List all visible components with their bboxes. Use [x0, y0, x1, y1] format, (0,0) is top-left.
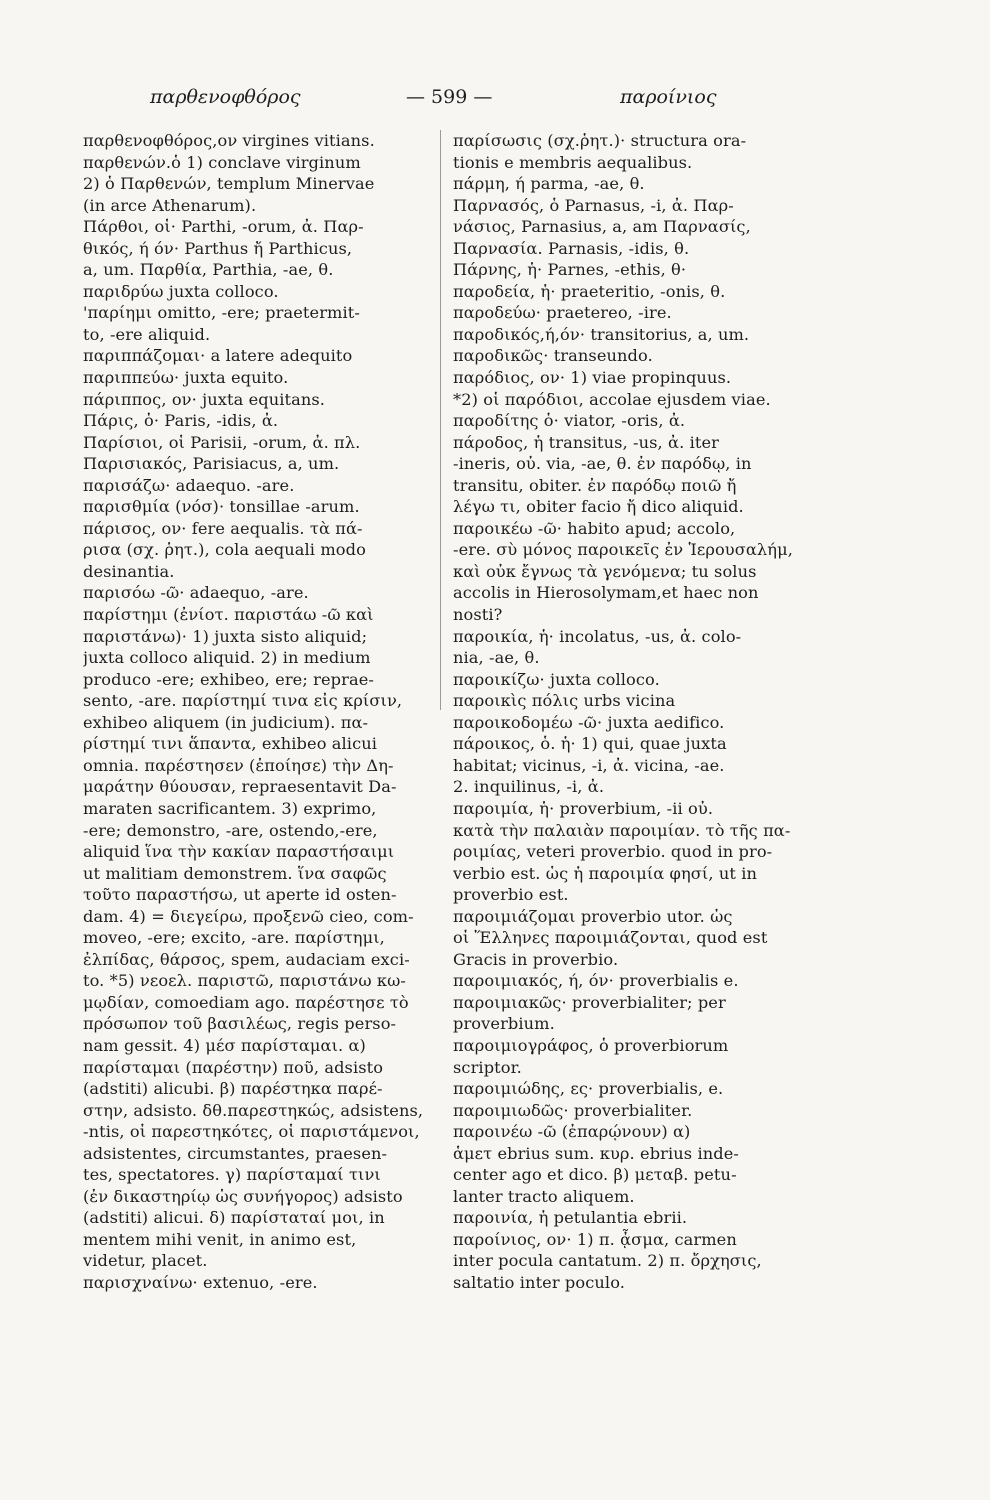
header-guide-word-right: παροίνιος: [620, 86, 717, 108]
entry-line: παροικίζω· juxta colloco.: [453, 669, 660, 689]
entry-line: exhibeo aliquem (in judicium). πα-: [83, 712, 369, 732]
entry-line: proverbio est.: [453, 885, 569, 905]
header-guide-word-left: παρθενοφθόρος: [150, 86, 301, 108]
entry-line: lanter tracto aliquem.: [453, 1186, 635, 1206]
entry-line: maraten sacrificantem. 3) exprimo,: [83, 798, 377, 818]
entry-line: (in arce Athenarum).: [83, 195, 257, 215]
entry-line: λέγω τι, obiter facio ἤ dico aliquid.: [453, 497, 744, 517]
entry-line: transitu, obiter. ἐν παρόδῳ ποιῶ ἤ: [453, 475, 737, 495]
entry-line: 2. inquilinus, -i, ἀ.: [453, 777, 605, 797]
entry-line: παροιμιάζομαι proverbio utor. ὡς: [453, 906, 733, 926]
entry-line: παροιμιώδης, ες· proverbialis, e.: [453, 1079, 724, 1099]
entry-line: κατὰ τὴν παλαιὰν παροιμίαν. τὸ τῆς πα-: [453, 820, 791, 840]
entry-line: (ἐν δικαστηρίῳ ὡς συνήγορος) adsisto: [83, 1186, 403, 1206]
entry-line: παριδρύω juxta colloco.: [83, 281, 279, 301]
entry-line: center ago et dico. β) μεταβ. petu-: [453, 1165, 737, 1185]
entry-line: aliquid ἵνα τὴν κακίαν παραστήσαιμι: [83, 842, 395, 862]
entry-line: παριππάζομαι· a latere adequito: [83, 346, 353, 366]
entry-line: παροδεία, ἡ· praeteritio, -onis, θ.: [453, 281, 726, 301]
entry-line: omnia. παρέστησεν (ἐποίησε) τὴν Δη-: [83, 755, 394, 775]
entry-line: scriptor.: [453, 1057, 522, 1077]
entry-line: νάσιος, Parnasius, a, am Παρνασίς,: [453, 217, 751, 237]
entry-line: nam gessit. 4) μέσ παρίσταμαι. α): [83, 1035, 366, 1055]
entry-line: παρίσωσις (σχ.ῥητ.)· structura ora-: [453, 131, 747, 150]
entry-line: μαράτην θύουσαν, repraesentavit Da-: [83, 777, 397, 797]
entry-line: dam. 4) = διεγείρω, προξενῶ cieo, com-: [83, 906, 414, 926]
entry-line: ροιμίας, veteri proverbio. quod in pro-: [453, 842, 773, 862]
entry-line: Παρνασία. Parnasis, -idis, θ.: [453, 238, 690, 258]
entry-line: -ntis, οἱ παρεστηκότες, οἱ παριστάμενοι,: [83, 1122, 420, 1142]
entry-line: -ineris, οὐ. via, -ae, θ. ἐν παρόδῳ, in: [453, 454, 752, 474]
entry-line: παρισάζω· adaequo. -are.: [83, 475, 295, 495]
entry-line: παροιμία, ἡ· proverbium, -ii οὐ.: [453, 798, 714, 818]
entry-line: (adstiti) alicui. δ) παρίσταταί μοι, in: [83, 1208, 385, 1228]
entry-line: juxta colloco aliquid. 2) in medium: [83, 648, 371, 668]
entry-line: Πάρις, ὁ· Paris, -idis, ἀ.: [83, 411, 279, 431]
entry-line: -ere. σὺ μόνος παροικεῖς ἐν Ἱερουσαλήμ,: [453, 540, 793, 560]
entry-line: sento, -are. παρίστημί τινα εἰς κρίσιν,: [83, 691, 403, 711]
entry-line: ἁμετ ebrius sum. κυρ. ebrius inde-: [453, 1143, 739, 1163]
entry-line: ρισα (σχ. ῥητ.), cola aequali modo: [83, 540, 366, 560]
entry-line: ἐλπίδας, θάρσος, spem, audaciam exci-: [83, 949, 410, 969]
entry-line: παριππεύω· juxta equito.: [83, 368, 289, 388]
entry-line: Παρνασός, ὁ Parnasus, -i, ἀ. Παρ-: [453, 195, 734, 215]
entry-line: proverbium.: [453, 1014, 555, 1034]
entry-line: παροικέω -ῶ· habito apud; accolo,: [453, 518, 736, 538]
entry-line: ut malitiam demonstrem. ἵνα σαφῶς: [83, 863, 387, 883]
entry-line: παρθενών.ὁ 1) conclave virginum: [83, 152, 361, 172]
entry-line: παροδίτης ὁ· viator, -oris, ἀ.: [453, 411, 686, 431]
entry-line: πάριππος, ον· juxta equitans.: [83, 389, 326, 409]
entry-line: inter pocula cantatum. 2) π. ὄρχησις,: [453, 1251, 762, 1271]
entry-line: παρισθμία (νόσ)· tonsillae -arum.: [83, 497, 360, 517]
entry-line: (adstiti) alicubi. β) παρέστηκα παρέ-: [83, 1079, 383, 1099]
entry-line: videtur, placet.: [83, 1251, 208, 1271]
entry-line: mentem mihi venit, in animo est,: [83, 1229, 357, 1249]
column-divider: [440, 130, 441, 710]
entry-line: παροινέω -ῶ (ἐπαρῴνουν) α): [453, 1122, 691, 1142]
entry-line: tionis e membris aequalibus.: [453, 152, 693, 172]
entry-line: πάροδος, ἡ transitus, -us, ἀ. iter: [453, 432, 719, 452]
entry-line: nia, -ae, θ.: [453, 648, 540, 668]
entry-line: παροίνιος, ον· 1) π. ᾆσμα, carmen: [453, 1229, 737, 1249]
entry-line: παροδικός,ή,όν· transitorius, a, um.: [453, 324, 750, 344]
entry-line: παροικοδομέω -ῶ· juxta aedifico.: [453, 712, 725, 732]
entry-line: παροικὶς πόλις urbs vicina: [453, 691, 676, 711]
entry-line: καὶ οὐκ ἔγνως τὰ γενόμενα; tu solus: [453, 561, 757, 581]
entry-line: a, um. Παρθία, Parthia, -ae, θ.: [83, 260, 334, 280]
entry-line: οἱ Ἕλληνες παροιμιάζονται, quod est: [453, 928, 768, 948]
entry-line: 'παρίημι omitto, -ere; praetermit-: [83, 303, 360, 323]
entry-line: παροδικῶς· transeundo.: [453, 346, 653, 366]
entry-line: πάρισος, ον· fere aequalis. τὰ πά-: [83, 518, 363, 538]
entry-line: τοῦτο παραστήσω, ut aperte id osten-: [83, 885, 397, 905]
left-column: [83, 130, 448, 1294]
entry-line: Πάρνης, ἡ· Parnes, -ethis, θ·: [453, 260, 687, 280]
entry-line: πρόσωπον τοῦ βασιλέως, regis perso-: [83, 1014, 397, 1034]
entry-line: adsistentes, circumstantes, praesen-: [83, 1143, 388, 1163]
entry-line: παροιμιακός, ή, όν· proverbialis e.: [453, 971, 739, 991]
entry-line: to. *5) νεοελ. παριστῶ, παριστάνω κω-: [83, 971, 406, 991]
entry-line: παροδεύω· praetereo, -ire.: [453, 303, 672, 323]
entry-line: παροινία, ἡ petulantia ebrii.: [453, 1208, 688, 1228]
entry-line: παρισχναίνω· extenuo, -ere.: [83, 1272, 318, 1292]
entry-line: παρόδιος, ον· 1) viae propinquus.: [453, 368, 732, 388]
entry-line: παροικία, ἡ· incolatus, -us, ἀ. colo-: [453, 626, 742, 646]
entry-line: παρισόω -ῶ· adaequo, -are.: [83, 583, 309, 603]
entry-line: moveo, -ere; excito, -are. παρίστημι,: [83, 928, 385, 948]
entry-line: -ere; demonstro, -are, ostendo,-ere,: [83, 820, 378, 840]
entry-line: desinantia.: [83, 561, 175, 581]
entry-line: μῳδίαν, comoediam ago. παρέστησε τὸ: [83, 992, 409, 1012]
entry-line: Gracis in proverbio.: [453, 949, 619, 969]
entry-line: στην, adsisto. δθ.παρεστηκώς, adsistens,: [83, 1100, 424, 1120]
entry-line: παροιμιογράφος, ὁ proverbiorum: [453, 1035, 729, 1055]
entry-line: παροιμιακῶς· proverbialiter; per: [453, 992, 726, 1012]
entry-line: πάρμη, ή parma, -ae, θ.: [453, 174, 645, 194]
entry-line: 2) ὁ Παρθενών, templum Minervae: [83, 174, 375, 194]
entry-line: nosti?: [453, 605, 503, 625]
entry-line: παριστάνω)· 1) juxta sisto aliquid;: [83, 626, 368, 646]
entry-line: verbio est. ὡς ἡ παροιμία φησί, ut in: [453, 863, 758, 883]
entry-line: Παρισιακός, Parisiacus, a, um.: [83, 454, 340, 474]
entry-line: tes, spectatores. γ) παρίσταμαί τινι: [83, 1165, 381, 1185]
entry-line: produco -ere; exhibeo, ere; reprae-: [83, 669, 374, 689]
running-header: [0, 86, 990, 116]
entry-line: accolis in Hierosolymam,et haec non: [453, 583, 759, 603]
entry-line: παροιμιωδῶς· proverbialiter.: [453, 1100, 693, 1120]
entry-line: habitat; vicinus, -i, ἀ. vicina, -ae.: [453, 755, 725, 775]
entry-line: saltatio inter poculo.: [453, 1272, 626, 1292]
entry-line: θικός, ή όν· Parthus ἤ Parthicus,: [83, 238, 353, 258]
page-number: — 599 —: [406, 86, 493, 108]
entry-line: *2) οἱ παρόδιοι, accolae ejusdem viae.: [453, 389, 771, 409]
entry-line: to, -ere aliquid.: [83, 324, 211, 344]
entry-line: παρίσταμαι (παρέστην) ποῦ, adsisto: [83, 1057, 384, 1077]
entry-line: πάροικος, ὁ. ἡ· 1) qui, quae juxta: [453, 734, 727, 754]
entry-line: Πάρθοι, οἱ· Parthi, -orum, ἀ. Παρ-: [83, 217, 364, 237]
entry-line: παρθενοφθόρος,ον virgines vitians.: [83, 131, 375, 150]
right-column: [453, 130, 818, 1294]
entry-line: Παρίσιοι, οἱ Parisii, -orum, ἀ. πλ.: [83, 432, 361, 452]
entry-line: ρίστημί τινι ἅπαντα, exhibeo alicui: [83, 734, 378, 754]
entry-line: παρίστημι (ἐνίοτ. παριστάω -ῶ καὶ: [83, 605, 374, 625]
